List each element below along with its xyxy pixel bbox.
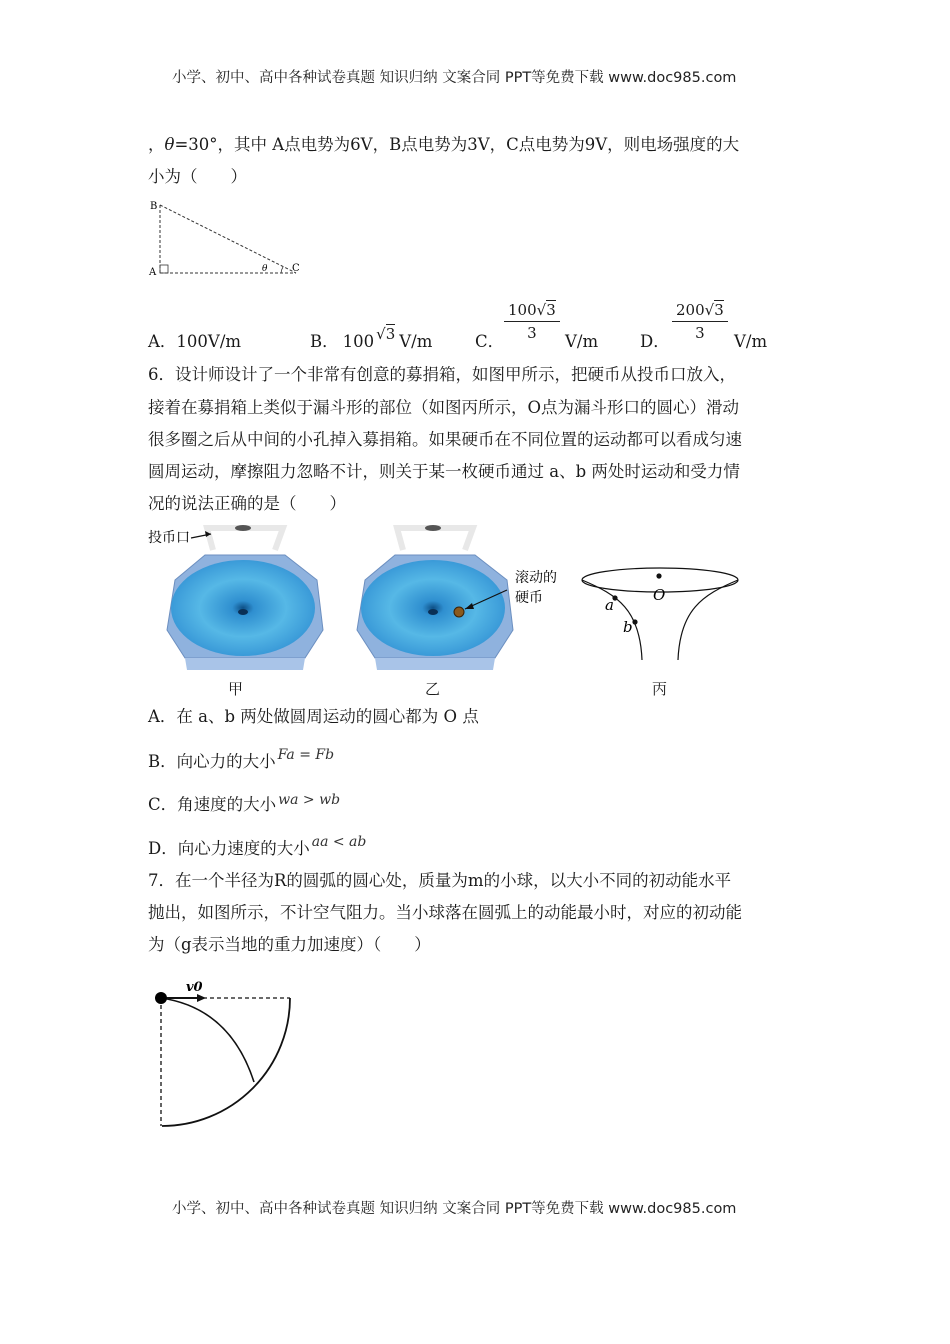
- q5-option-d-label: D．: [640, 332, 670, 351]
- q5-theta: θ: [164, 135, 175, 154]
- q5-line-2: 小为（ ）: [148, 167, 247, 186]
- label-theta: θ: [262, 264, 268, 274]
- box-base: [185, 658, 305, 670]
- point-o-dot: [656, 573, 661, 578]
- funnel-right-wall: [678, 580, 738, 660]
- option-b-formula: Fa = Fb: [277, 747, 335, 763]
- coin-slot-stand: [207, 528, 283, 550]
- q6-line-3: 很多圈之后从中间的小孔掉入募捐箱。如果硬币在不同位置的运动都可以看成匀速: [148, 430, 742, 449]
- q5-line-1: [148, 137, 739, 154]
- q5-option-c-fraction: $\frac{100√3}{3}$: [504, 301, 560, 342]
- q5-option-c-label: C．: [475, 332, 505, 351]
- option-c-text: C．角速度的大小: [148, 795, 277, 814]
- page-footer: 小学、初中、高中各种试卷真题 知识归纳 文案合同 PPT等免费下载 www.doc985.com: [172, 1201, 737, 1217]
- rolling-coin: [454, 607, 464, 617]
- label-A: A: [149, 267, 157, 278]
- q5-option-d-unit: V/m: [734, 332, 768, 351]
- coin-slot-stand: [397, 528, 473, 550]
- funnel-left-wall: [582, 580, 642, 660]
- trajectory: [161, 998, 254, 1082]
- q6-line-4: 圆周运动，摩擦阻力忽略不计，则关于某一枚硬币通过 a、b 两处时运动和受力情: [148, 462, 740, 481]
- funnel-hole: [238, 609, 248, 615]
- option-b-label: B．: [310, 332, 339, 351]
- q5-line1-rest: =30°，其中 A点电势为6V，B点电势为3V，C点电势为9V，则电场强度的大: [174, 135, 740, 154]
- point-a-label: a: [605, 596, 614, 614]
- q5-option-c-unit: V/m: [565, 332, 599, 351]
- q7-line-1: 7．在一个半径为R的圆弧的圆心处，质量为m的小球，以大小不同的初动能水平: [148, 871, 732, 890]
- option-c-numerator: 100: [508, 301, 537, 319]
- q5-prefix: ，: [148, 135, 165, 154]
- q5-option-a: [148, 334, 241, 351]
- caption-bing: 丙: [652, 680, 668, 698]
- coin-label-1: 滚动的: [515, 570, 557, 586]
- coin-label-2: 硬币: [515, 590, 543, 606]
- q7-projectile-figure: [150, 978, 310, 1133]
- option-d-radicand: 3: [714, 301, 724, 319]
- q5-option-d-fraction: $\frac{200√3}{3}$: [672, 301, 728, 342]
- donation-box-jia-figure: [145, 520, 335, 700]
- coin-slot: [235, 525, 251, 531]
- q6-option-d: [148, 834, 367, 858]
- q6-option-c: [148, 792, 341, 814]
- coin-slot: [425, 525, 441, 531]
- caption-yi: 乙: [425, 680, 441, 698]
- slot-label: 投币口: [148, 530, 190, 546]
- point-b-label: b: [623, 618, 633, 636]
- label-C: C: [292, 263, 300, 274]
- funnel-hole: [428, 609, 438, 615]
- donation-box-yi-figure: [345, 520, 575, 700]
- option-d-formula: aa < ab: [311, 834, 367, 850]
- option-d-text: D．向心力速度的大小: [148, 839, 310, 858]
- option-b-radicand: 3: [385, 325, 396, 343]
- funnel-diagram-bing: [578, 560, 743, 665]
- option-a-text: 100V/m: [176, 332, 242, 351]
- point-b-dot: [632, 619, 637, 624]
- right-angle-mark: [160, 265, 168, 273]
- option-c-radicand: 3: [546, 301, 556, 319]
- box-base: [375, 658, 495, 670]
- side-bc: [160, 205, 296, 273]
- velocity-arrowhead: [197, 994, 206, 1002]
- q7-line-3: 为（g表示当地的重力加速度）（ ）: [148, 935, 431, 954]
- option-c-denominator: 3: [527, 324, 537, 342]
- angle-arc: [281, 267, 283, 273]
- circular-arc: [162, 998, 290, 1126]
- funnel: [361, 560, 505, 656]
- option-d-denominator: 3: [695, 324, 705, 342]
- q6-line-5: 况的说法正确的是（ ）: [148, 494, 346, 513]
- v0-label: v0: [186, 980, 203, 995]
- option-d-numerator: 200: [676, 301, 705, 319]
- q7-line-2: 抛出，如图所示，不计空气阻力。当小球落在圆弧上的动能最小时，对应的初动能: [148, 903, 742, 922]
- option-b-text: B．向心力的大小: [148, 752, 276, 771]
- q5-triangle-figure: [140, 195, 310, 285]
- label-B: B: [150, 201, 158, 212]
- funnel: [171, 560, 315, 656]
- q6-option-a: A．在 a、b 两处做圆周运动的圆心都为 O 点: [148, 707, 479, 726]
- q5-option-b: [310, 325, 433, 351]
- q6-option-b: [148, 747, 335, 771]
- option-b-unit: V/m: [399, 332, 433, 351]
- caption-jia: 甲: [228, 680, 244, 698]
- option-a-label: A．: [148, 332, 177, 351]
- sqrt-sign: √: [376, 325, 386, 343]
- option-b-number: 100: [342, 332, 375, 351]
- q6-line-1: 6．设计师设计了一个非常有创意的募捐箱，如图甲所示，把硬币从投币口放入，: [148, 365, 736, 384]
- ball: [155, 992, 167, 1004]
- page-header: 小学、初中、高中各种试卷真题 知识归纳 文案合同 PPT等免费下载 www.doc985.com: [172, 70, 737, 86]
- option-c-formula: wa > wb: [278, 792, 341, 808]
- point-o-label: O: [653, 586, 666, 604]
- q6-line-2: 接着在募捐箱上类似于漏斗形的部位（如图丙所示，O点为漏斗形口的圆心）滑动: [148, 398, 740, 417]
